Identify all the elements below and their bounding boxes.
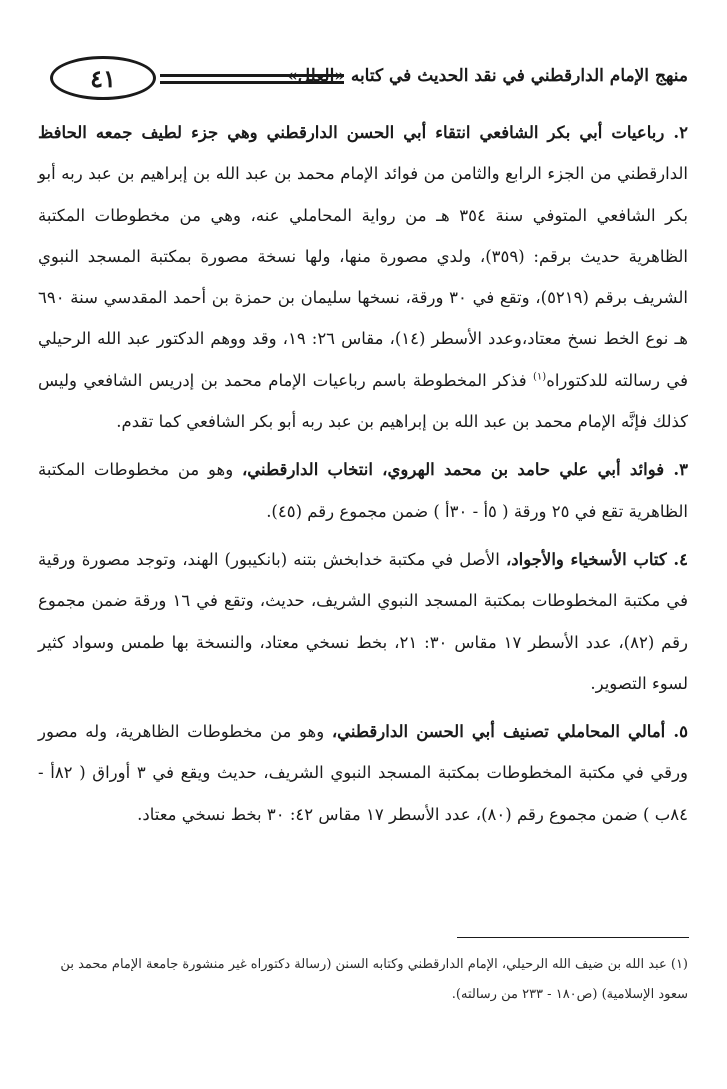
running-title: منهج الإمام الدارقطني في نقد الحديث في كتابه «العلل» <box>287 66 688 86</box>
paragraph-2 <box>38 112 688 442</box>
footnote-ref-1[interactable]: (١) <box>533 371 547 383</box>
paragraph-4 <box>38 539 688 704</box>
paragraph-4-heading: ٤. كتاب الأسخياء والأجواد، <box>505 549 688 569</box>
paragraph-5-text: وهو من مخطوطات الظاهرية، وله مصور ورقي في مكتبة المخطوطات بمكتبة المسجد النبوي الشريف، حديث ويقع في ٣ أوراق ( ٨٢أ - ٨٤ب ) ضمن مجموع رقم (٨٠)، عدد الأسطر ١٧ مقاس ٤٢: ٣٠ بخط نسخي معتاد. <box>38 722 689 824</box>
footnote-1: (١) عبد الله بن ضيف الله الرحيلي، الإمام الدارقطني وكتابه السنن (رسالة دكتوراه غير منشورة جامعة الإمام محمد بن سعود الإسلامية) (ص١٨٠ - ٢٣٣ من رسالته). <box>60 957 688 1002</box>
footnote-separator <box>457 937 689 938</box>
paragraph-3-text: وهو من مخطوطات المكتبة الظاهرية تقع في ٢٥ ورقة ( ٥أ - ٣٠أ ) ضمن مجموع رقم (٤٥). <box>38 460 688 521</box>
page-number: ٤١ <box>90 63 116 93</box>
page-header <box>38 52 688 102</box>
paragraph-5 <box>38 711 688 835</box>
main-text <box>38 112 688 842</box>
page-number-oval <box>50 56 156 100</box>
paragraph-2-text-a: الدارقطني من الجزء الرابع والثامن من فوائد الإمام محمد بن عبد الله بن إبراهيم بن عبد ربه أبو بكر الشافعي المتوفي سنة ٣٥٤ هـ من رواية المحاملي عنه، وهي من مخطوطات المكتبة الظاهرية حديث برقم: (٣٥٩)، ولدي مصورة منها، ولها نسخة مصورة بمكتبة المسجد النبوي الشريف برقم (٥٢١٩)، وتقع في ٣٠ ورقة، نسخها سليمان بن حمزة بن أحمد المقدسي سنة ٦٩٠ هـ نوع الخط نسخ معتاد،وعدد الأسطر (١٤)، مقاس ٢٦: ١٩، وقد ووهم الدكتور عبد الله الرحيلي في رسالته للدكتوراه <box>38 164 689 390</box>
paragraph-4-text: الأصل في مكتبة خدابخش بتنه (بانكيبور) الهند، وتوجد مصورة ورقية في مكتبة المخطوطات بمكتبة المسجد النبوي الشريف، حديث، وتقع في ١٦ ورقة ضمن مجموع رقم (٨٢)، عدد الأسطر ١٧ مقاس ٣٠: ٢١، بخط نسخي معتاد، والنسخة بها طمس وسواد كثير لسوء التصوير. <box>38 549 689 693</box>
paragraph-3-heading: ٣. فوائد أبي علي حامد بن محمد الهروي، انتخاب الدارقطني، <box>241 460 688 480</box>
paragraph-3 <box>38 449 688 532</box>
paragraph-2-text-b: فذكر المخطوطة باسم رباعيات الإمام محمد بن إدريس الشافعي وليس كذلك فإنَّه الإمام محمد بن عبد الله بن إبراهيم بن عبد ربه أبو بكر الشافعي كما تقدم. <box>38 370 688 432</box>
paragraph-2-heading: ٢. رباعيات أبي بكر الشافعي انتقاء أبي الحسن الدارقطني وهي جزء لطيف جمعه الحافظ <box>38 123 688 142</box>
paragraph-5-heading: ٥. أمالي المحاملي تصنيف أبي الحسن الدارقطني، <box>331 722 688 742</box>
